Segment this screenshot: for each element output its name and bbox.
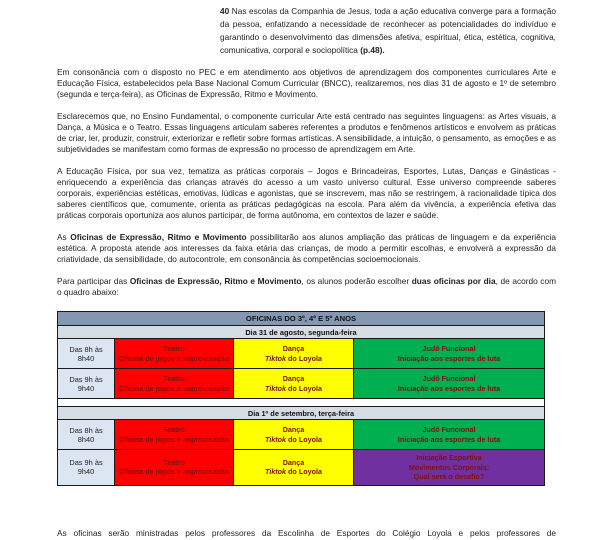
activity-subtitle: Iniciação aos esportes de luta <box>397 434 501 444</box>
activity-subtitle-italic: Tiktok <box>265 434 287 444</box>
time-range: Das 8h às <box>69 425 103 435</box>
time-end: 9h40 <box>77 383 95 393</box>
activity-cell-teatro <box>114 420 233 449</box>
activity-subtitle-rest: do Loyola <box>286 383 322 393</box>
activity-cell-danca <box>233 450 353 485</box>
activity-cell-danca <box>233 420 353 449</box>
time-range: Das 9h às <box>69 374 103 384</box>
footnote-marker: 40 <box>220 6 230 16</box>
paragraph-participar-rest: , de acordo com o quadro abaixo: <box>57 276 556 297</box>
time-end: 8h40 <box>77 434 95 444</box>
day-1-header: Dia 31 de agosto, segunda-feira <box>58 325 544 338</box>
paragraph-esclarecemos: Esclarecemos que, no Ensino Fundamental, o componente curricular Arte está centrado nas seguintes linguagens: as Artes visuais, a Dança, a Música e o Teatro. Essas linguagens articulam saberes referentes a produtos e fenômenos artísticos e envolvem as práticas de criar, ler, produzir, construir, exteriorizar e refletir sobre formas artísticas. A sensibilidade, a intuição, o pensamento, as emoções e as subjetividades se manifestam como formas de expressão no processo de aprendizagem em Arte. <box>57 111 556 154</box>
activity-title: Dança <box>282 374 305 383</box>
activity-subtitle <box>265 467 322 477</box>
table-day-separator <box>58 398 544 406</box>
activity-subtitle-rest: do Loyola <box>286 467 322 477</box>
activity-subtitle: Oficina de jogos e improvisação <box>118 383 230 393</box>
activity-cell-judo <box>353 369 544 398</box>
activity-subtitle-rest: do Loyola <box>286 434 322 444</box>
paragraph-participar-emphasis-1: Oficinas de Expressão, Ritmo e Movimento <box>129 276 302 286</box>
activity-line: Qual será o desafio? <box>413 472 485 481</box>
activity-subtitle: Oficina de jogos e improvisação <box>118 467 230 477</box>
day-1-row-2 <box>58 368 544 398</box>
activity-title: Dança <box>282 425 305 434</box>
activity-subtitle: Oficina de jogos e improvisação <box>118 434 230 444</box>
activity-subtitle-rest: do Loyola <box>286 353 322 363</box>
paragraph-oficinas-rest: possibilitarão aos alunos ampliação das práticas de linguagem e da experiência estética. A proposta atende aos interesses da faixa etária das crianças, de modo a permitir escolhas, e envolverá a expressão da criatividade, da sensibilidade, do autocontrole, em consonância às competências socioemocionais. <box>57 232 556 264</box>
activity-title: Dança <box>282 344 305 353</box>
activity-cell-danca <box>233 339 353 368</box>
time-cell <box>58 450 114 485</box>
activity-title: Teatro <box>163 344 185 353</box>
activity-subtitle <box>265 354 322 364</box>
paragraph-oficinas <box>57 232 556 265</box>
day-2-header: Dia 1º de setembro, terça-feira <box>58 406 544 419</box>
paragraph-oficinas-lead: As <box>57 232 71 242</box>
paragraph-participar-emphasis-2: duas oficinas por dia <box>411 276 496 286</box>
day-2-row-1 <box>58 419 544 449</box>
activity-title: Teatro <box>163 425 185 434</box>
activity-cell-teatro <box>114 450 233 485</box>
day-2-row-2 <box>58 449 544 485</box>
schedule-title: OFICINAS DO 3º, 4º E 5º ANOS <box>58 312 544 325</box>
activity-line: Movimentos Corporais: <box>408 462 490 472</box>
time-cell <box>58 420 114 449</box>
paragraph-educacao-fisica: A Educação Física, por sua vez, tematiza as práticas corporais – Jogos e Brincadeiras, Esportes, Lutas, Danças e Ginásticas - enriquecendo a experiência das crianças através do acesso a um vasto universo cultural. Esse universo compreende saberes corporais, experiências estéticas, emotivas, lúdicas e agonistas, que se inscrevem, mas não se restringem, à racionalidade típica dos saberes científicos que, comumente, orienta as práticas pedagógicas na escola. Para além da vivência, a experiência efetiva das práticas corporais oportuniza aos alunos participar, de forma autônoma, em contextos de lazer e saúde. <box>57 166 556 220</box>
activity-subtitle-italic: Tiktok <box>265 383 287 393</box>
activity-subtitle: Oficina de jogos e improvisação <box>118 353 230 363</box>
time-range: Das 9h às <box>69 458 103 468</box>
quote-text: Nas escolas da Companhia de Jesus, toda a ação educativa converge para a formação da pessoa, enfatizando a necessidade de reconhecer as potencialidades do indivíduo e garantindo o desenvolvimento das dimensões afetiva, espiritual, ética, estética, cognitiva, comunicativa, corporal e sociopolítica <box>220 6 556 55</box>
time-end: 9h40 <box>77 467 95 477</box>
time-end: 8h40 <box>77 353 95 363</box>
activity-subtitle <box>265 435 322 445</box>
activity-cell-judo <box>353 420 544 449</box>
activity-title: Teatro <box>163 374 185 383</box>
activity-cell-teatro <box>114 369 233 398</box>
time-cell <box>58 339 114 368</box>
activity-subtitle: Iniciação aos esportes de luta <box>397 353 501 363</box>
quote-page-ref: (p.48). <box>360 45 385 55</box>
activity-line: Iniciação Esportiva <box>416 453 482 462</box>
activity-subtitle: Iniciação aos esportes de luta <box>397 383 501 393</box>
activity-cell-teatro <box>114 339 233 368</box>
activity-title: Judô Funcional <box>422 374 476 383</box>
paragraph-consonancia: Em consonância com o disposto no PEC e em atendimento aos objetivos de aprendizagem dos componentes curriculares Arte e Educação Física, estabelecidos pela Base Nacional Comum Curricular (BNCC), realizaremos, nos dias 31 de agosto e 1º de setembro (segunda e terça-feira), as Oficinas de Expressão, Ritmo e Movimento. <box>57 67 556 99</box>
activity-subtitle <box>265 384 322 394</box>
activity-title: Judô Funcional <box>422 425 476 434</box>
paragraph-participar-lead: Para participar das <box>57 276 130 286</box>
schedule-table <box>57 311 545 486</box>
paragraph-participar <box>57 276 556 298</box>
activity-title: Judô Funcional <box>422 344 476 353</box>
activity-title: Dança <box>282 457 305 467</box>
activity-cell-danca <box>233 369 353 398</box>
time-range: Das 8h às <box>69 344 103 354</box>
day-1-row-1 <box>58 338 544 368</box>
paragraph-participar-mid: , os alunos poderão escolher <box>301 276 412 286</box>
paragraph-oficinas-emphasis: Oficinas de Expressão, Ritmo e Movimento <box>70 232 247 242</box>
activity-cell-judo <box>353 339 544 368</box>
quote-block <box>220 5 556 57</box>
activity-subtitle-italic: Tiktok <box>265 467 287 477</box>
activity-cell-iniciacao-esportiva <box>353 450 544 485</box>
activity-title: Teatro <box>163 457 185 467</box>
paragraph-footer: As oficinas serão ministradas pelos professores da Escolinha de Esportes do Colégio Loyola e pelos professores de <box>57 528 556 538</box>
activity-subtitle-italic: Tiktok <box>265 353 287 363</box>
time-cell <box>58 369 114 398</box>
